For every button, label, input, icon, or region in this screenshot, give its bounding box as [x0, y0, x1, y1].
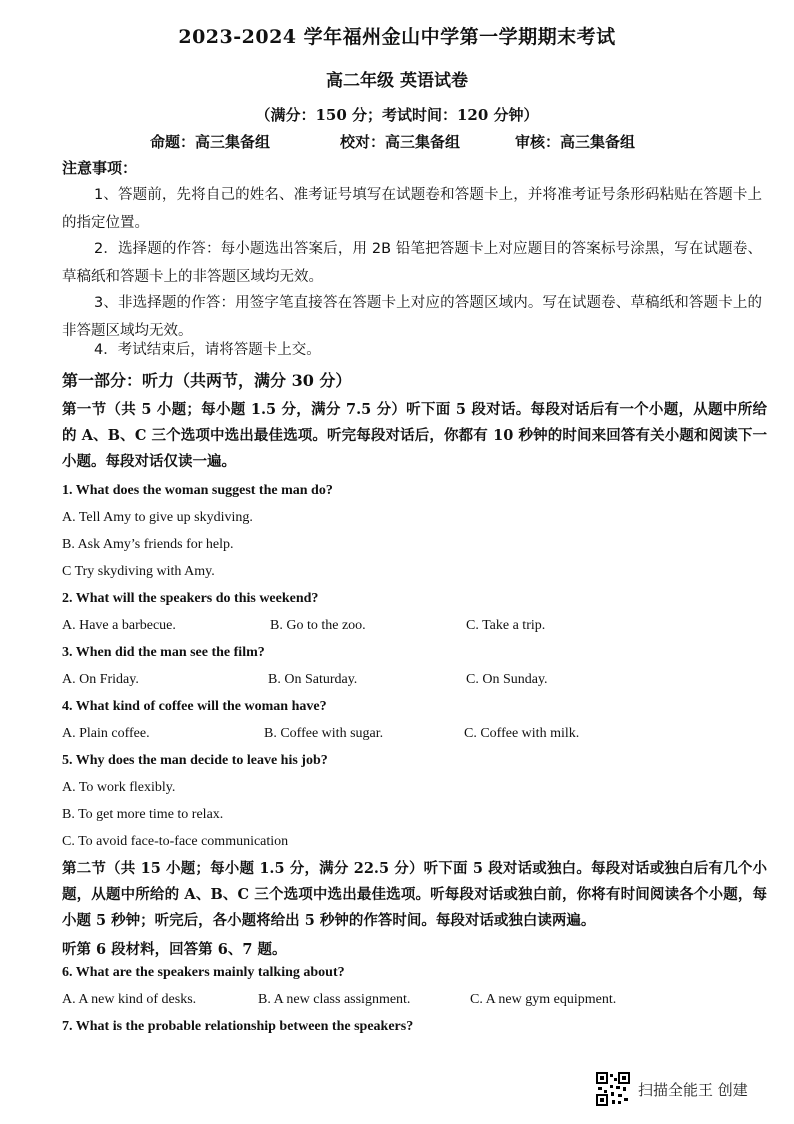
q3-option-c: C. On Sunday. [466, 672, 548, 687]
notice-item-4: 4．考试结束后，请将答题卡上交。 [94, 342, 321, 358]
q2-option-b: B. Go to the zoo. [270, 618, 366, 633]
notice-heading: 注意事项： [62, 159, 138, 177]
notice-item-1: 1、答题前，先将自己的姓名、准考证号填写在试题卷和答题卡上，并将准考证号条形码粘贴在答题卡上的指定位置。 [62, 187, 762, 231]
q6-option-b: B. A new class assignment. [258, 992, 411, 1007]
q1-option-b: B. Ask Amy’s friends for help. [62, 537, 234, 552]
q3-option-a: A. On Friday. [62, 672, 139, 687]
question-2: 2. What will the speakers do this weekend? [62, 591, 319, 606]
q4-option-c: C. Coffee with milk. [464, 726, 580, 741]
notice-item-3: 3、非选择题的作答：用签字笔直接答在答题卡上对应的答题区域内。写在试题卷、草稿纸和答题卡上的非答题区域均无效。 [62, 295, 762, 339]
question-1: 1. What does the woman suggest the man do? [62, 483, 333, 498]
part1-heading: 第一部分：听力（共两节，满分 30 分） [62, 371, 352, 390]
q6-option-a: A. A new kind of desks. [62, 992, 197, 1007]
scanner-footer [596, 1072, 748, 1106]
section2-instructions: 第二节（共 15 小题；每小题 1.5 分，满分 22.5 分）听下面 5 段对话或独白。每段对话或独白后有几个小题，从题中所给的 A、B、C 三个选项中选出最佳选项。听每段对话或独白前，你将有时间阅读各个小题，每小题 5 秒钟；听完后，各小题将给出 5 秒钟的作答时间。每段对话或独白读两遍。 [62, 860, 767, 929]
question-5: 5. Why does the man decide to leave his job? [62, 753, 328, 768]
q2-option-c: C. Take a trip. [466, 618, 546, 633]
score-time-info: （满分：150 分；考试时间：120 分钟） [255, 106, 539, 124]
question-7: 7. What is the probable relationship between the speakers? [62, 1019, 414, 1034]
q1-option-a: A. Tell Amy to give up skydiving. [62, 510, 253, 525]
review-credit: 审核：高三集备组 [515, 133, 636, 151]
staff-line [150, 131, 710, 152]
q5-option-c: C. To avoid face-to-face communication [62, 834, 289, 849]
proofread-credit: 校对：高三集备组 [340, 133, 461, 151]
q5-option-a: A. To work flexibly. [62, 780, 176, 795]
question-4: 4. What kind of coffee will the woman have? [62, 699, 327, 714]
notice-item-2: 2．选择题的作答：每小题选出答案后，用 2B 铅笔把答题卡上对应题目的答案标号涂黑，写在试题卷、草稿纸和答题卡上的非答题区域均无效。 [62, 241, 762, 285]
question-3: 3. When did the man see the film? [62, 645, 265, 660]
q4-option-a: A. Plain coffee. [62, 726, 150, 741]
author-credit: 命题：高三集备组 [150, 133, 271, 151]
exam-title: 2023-2024 学年福州金山中学第一学期期末考试 [178, 26, 616, 48]
section1-instructions: 第一节（共 5 小题；每小题 1.5 分，满分 7.5 分）听下面 5 段对话。每段对话后有一个小题，从题中所给的 A、B、C 三个选项中选出最佳选项。听完每段对话后，你都有 10 秒钟的时间来回答有关小题和阅读下一小题。每段对话仅读一遍。 [62, 401, 767, 470]
q5-option-b: B. To get more time to relax. [62, 807, 224, 822]
q6-option-c: C. A new gym equipment. [470, 992, 617, 1007]
scanner-watermark: 扫描全能王 创建 [638, 1080, 748, 1099]
q1-option-c: C Try skydiving with Amy. [62, 564, 215, 579]
question-6: 6. What are the speakers mainly talking about? [62, 965, 345, 980]
qr-code-icon [596, 1072, 630, 1106]
exam-subtitle: 高二年级 英语试卷 [326, 71, 468, 91]
q2-option-a: A. Have a barbecue. [62, 618, 176, 633]
material-note: 听第 6 段材料，回答第 6、7 题。 [62, 941, 287, 958]
q3-option-b: B. On Saturday. [268, 672, 358, 687]
q4-option-b: B. Coffee with sugar. [264, 726, 384, 741]
